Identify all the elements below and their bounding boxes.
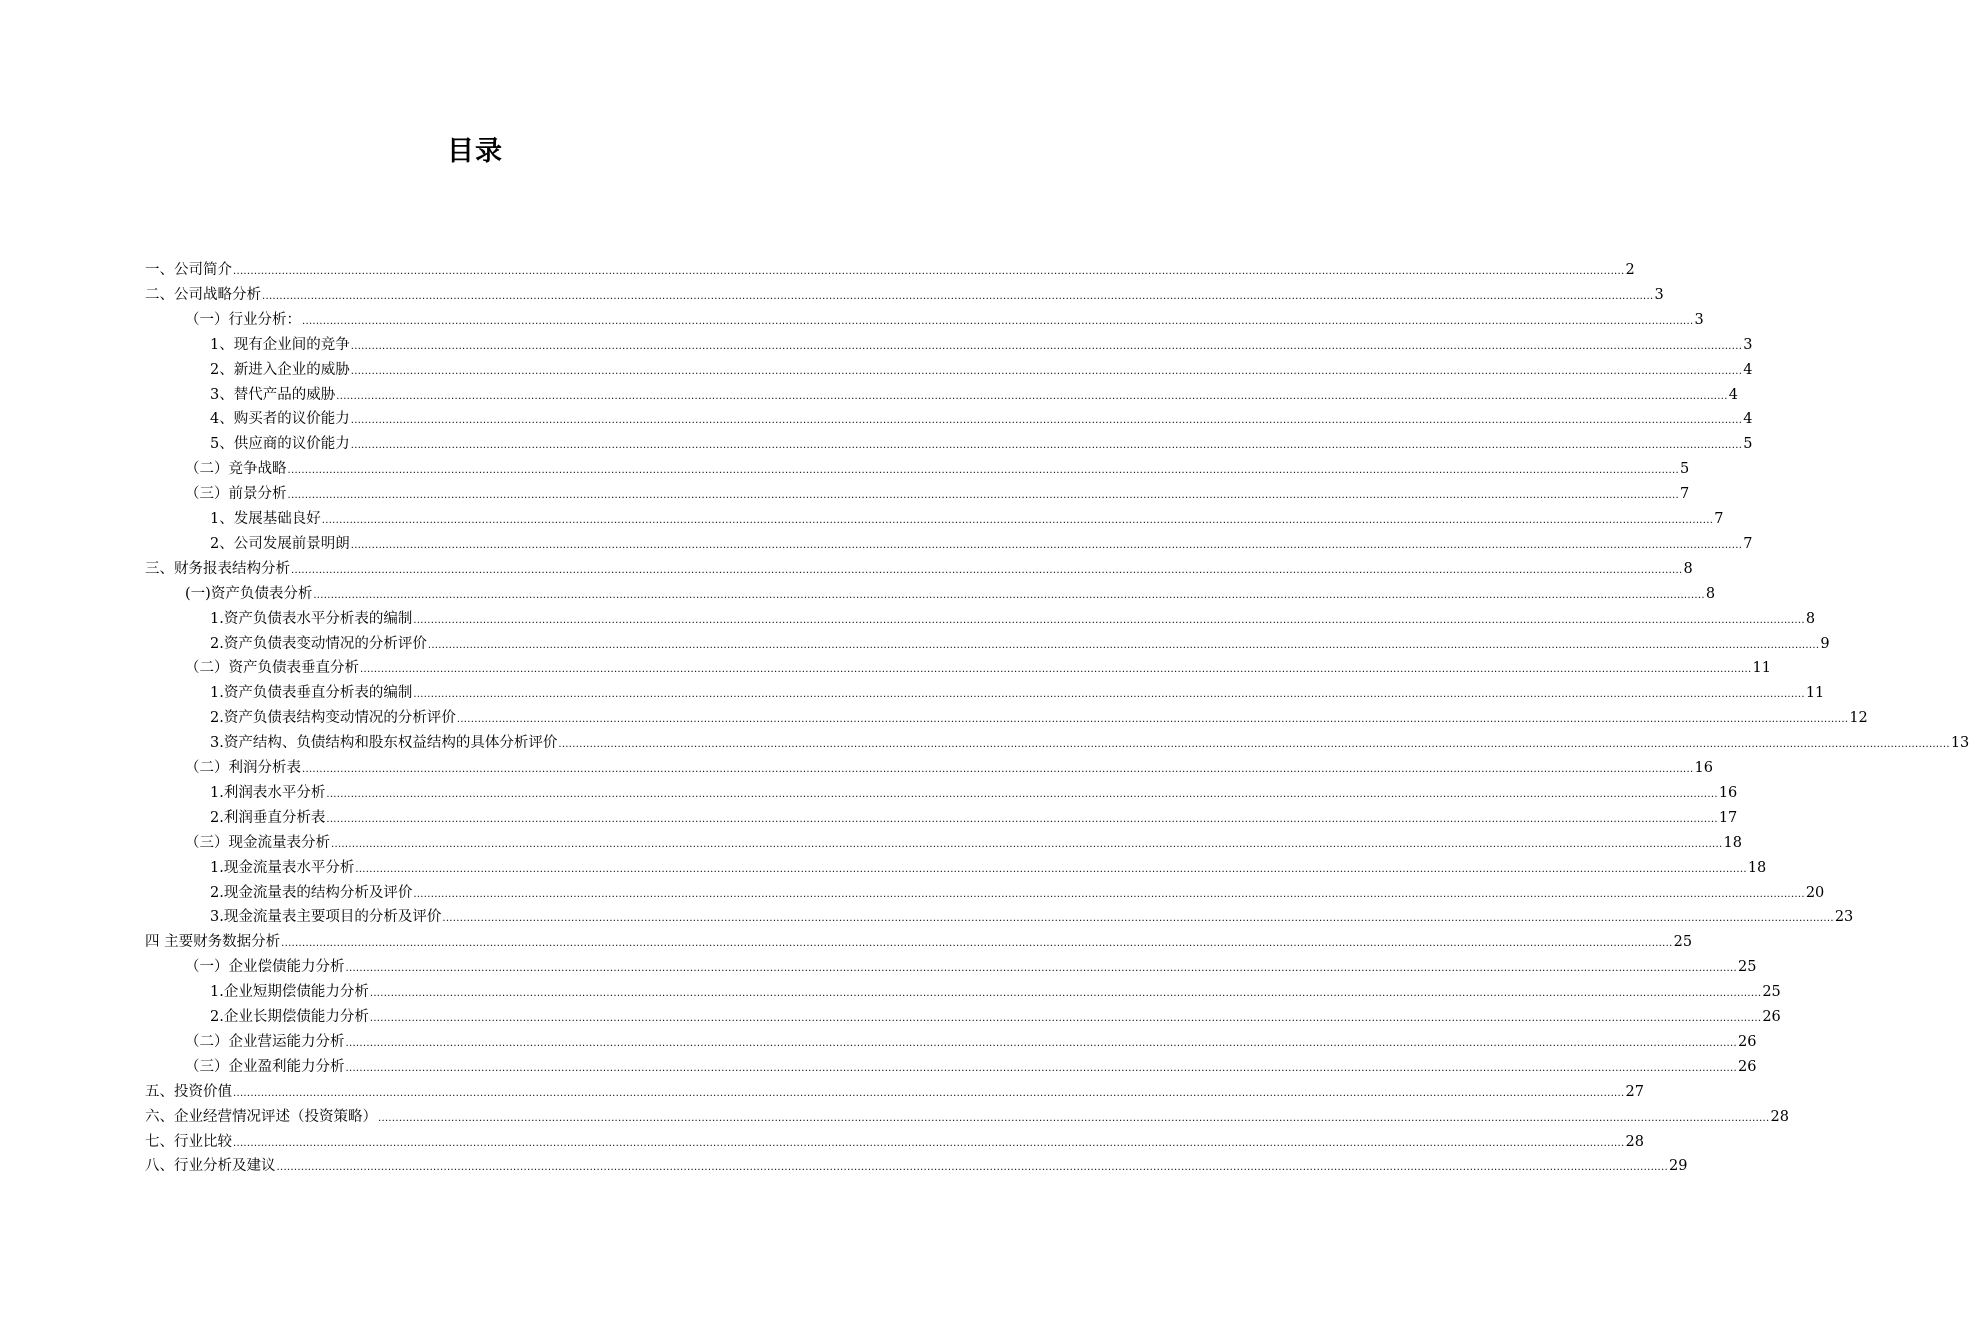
toc-entry-page-number: 25	[1673, 934, 1693, 951]
toc-entry[interactable]	[210, 607, 1816, 631]
toc-entry[interactable]	[210, 905, 1854, 929]
toc-entry-label: 4、购买者的议价能力	[210, 411, 350, 428]
toc-entry-page-number: 27	[1625, 1083, 1644, 1100]
toc-dot-leader: ................................................................................................................................................................................................................................................................................................................................................................................................................	[262, 290, 1654, 302]
toc-entry-page-number: 25	[1737, 959, 1757, 976]
toc-dot-leader: ................................................................................................................................................................................................................................................................................................................................................................................................................	[355, 863, 1747, 875]
toc-entry-page-number: 3	[1743, 336, 1753, 353]
toc-entry-label: 1.现金流量表水平分析	[210, 859, 355, 876]
toc-entry-label: （三）前景分析	[185, 486, 287, 503]
toc-entry[interactable]	[210, 358, 1753, 382]
toc-dot-leader: ................................................................................................................................................................................................................................................................................................................................................................................................................	[413, 888, 1805, 900]
toc-entry[interactable]	[210, 407, 1753, 431]
toc-entry[interactable]	[145, 283, 1664, 307]
toc-entry-page-number: 4	[1743, 411, 1753, 428]
toc-dot-leader: ................................................................................................................................................................................................................................................................................................................................................................................................................	[287, 490, 1679, 502]
toc-entry-label: 五、投资价值	[145, 1083, 232, 1100]
toc-entry-page-number: 5	[1679, 461, 1690, 478]
toc-entry[interactable]	[145, 1154, 1688, 1178]
toc-entry-label: 1.利润表水平分析	[210, 784, 326, 801]
toc-entry-page-number: 8	[1683, 560, 1693, 577]
toc-entry-page-number: 7	[1743, 535, 1753, 552]
toc-entry-label: 3.现金流量表主要项目的分析及评价	[210, 909, 442, 926]
toc-entry-label: 一、公司简介	[145, 262, 232, 278]
toc-entry-page-number: 26	[1737, 1033, 1757, 1050]
toc-entry-label: 5、供应商的议价能力	[210, 436, 350, 453]
toc-entry-label: 七、行业比较	[145, 1133, 232, 1150]
toc-dot-leader: ................................................................................................................................................................................................................................................................................................................................................................................................................	[350, 539, 1743, 551]
toc-entry-label: 3、替代产品的威胁	[210, 386, 336, 403]
toc-entry-page-number: 16	[1718, 784, 1738, 801]
toc-dot-leader: ................................................................................................................................................................................................................................................................................................................................................................................................................	[413, 614, 1805, 626]
toc-entry[interactable]	[210, 383, 1738, 407]
toc-entry-label: （一）行业分析：	[185, 311, 301, 328]
toc-entry-page-number: 18	[1723, 834, 1742, 851]
toc-entry-label: (一)资产负债表分析	[185, 585, 313, 602]
toc-entry[interactable]	[185, 831, 1742, 855]
toc-entry[interactable]	[185, 955, 1757, 979]
toc-dot-leader: ................................................................................................................................................................................................................................................................................................................................................................................................................	[369, 988, 1762, 1000]
toc-dot-leader: ................................................................................................................................................................................................................................................................................................................................................................................................................	[378, 1112, 1770, 1124]
toc-entry[interactable]	[210, 856, 1767, 880]
toc-entry-label: 四 主要财务数据分析	[145, 934, 281, 951]
toc-entry[interactable]	[145, 1105, 1789, 1129]
toc-entry-page-number: 8	[1805, 610, 1816, 627]
toc-entry[interactable]	[185, 756, 1713, 780]
toc-entry[interactable]	[210, 681, 1825, 705]
toc-entry[interactable]	[210, 532, 1753, 556]
toc-entry-page-number: 23	[1834, 909, 1854, 926]
toc-entry-page-number: 11	[1752, 660, 1771, 677]
toc-entry-page-number: 20	[1805, 884, 1825, 901]
toc-entry-label: （一）企业偿债能力分析	[185, 959, 345, 976]
toc-dot-leader: ................................................................................................................................................................................................................................................................................................................................................................................................................	[233, 1087, 1625, 1099]
toc-dot-leader: ................................................................................................................................................................................................................................................................................................................................................................................................................	[350, 365, 1743, 377]
toc-entry-page-number: 28	[1770, 1108, 1789, 1125]
toc-dot-leader: ................................................................................................................................................................................................................................................................................................................................................................................................................	[369, 1013, 1762, 1024]
toc-dot-leader: ................................................................................................................................................................................................................................................................................................................................................................................................................	[350, 340, 1743, 352]
toc-dot-leader: ................................................................................................................................................................................................................................................................................................................................................................................................................	[302, 315, 1694, 327]
toc-entry-label: 2.利润垂直分析表	[210, 809, 326, 826]
toc-entry-page-number: 3	[1654, 286, 1664, 303]
toc-entry-page-number: 11	[1805, 685, 1825, 702]
toc-dot-leader: ................................................................................................................................................................................................................................................................................................................................................................................................................	[321, 515, 1714, 526]
toc-dot-leader: ................................................................................................................................................................................................................................................................................................................................................................................................................	[350, 440, 1743, 452]
toc-entry-label: （二）利润分析表	[185, 760, 301, 776]
toc-entry-label: 1.企业短期偿债能力分析	[210, 984, 369, 1001]
toc-entry-label: 2、公司发展前景明朗	[210, 535, 350, 552]
toc-entry-label: 1、发展基础良好	[210, 511, 321, 527]
toc-entry-label: 八、行业分析及建议	[145, 1158, 276, 1175]
toc-entry-page-number: 2	[1625, 262, 1635, 278]
toc-entry[interactable]	[210, 980, 1781, 1004]
toc-dot-leader: ................................................................................................................................................................................................................................................................................................................................................................................................................	[287, 465, 1679, 477]
toc-dot-leader: ................................................................................................................................................................................................................................................................................................................................................................................................................	[326, 813, 1718, 825]
toc-entry-page-number: 13	[1950, 735, 1969, 752]
toc-entry[interactable]	[210, 781, 1738, 805]
toc-entry-page-number: 7	[1679, 486, 1690, 503]
toc-entry-label: 2.现金流量表的结构分析及评价	[210, 884, 413, 901]
toc-entry-page-number: 29	[1668, 1158, 1688, 1175]
toc-dot-leader: ................................................................................................................................................................................................................................................................................................................................................................................................................	[276, 1162, 1668, 1174]
toc-entry-label: 二、公司战略分析	[145, 286, 261, 303]
toc-dot-leader: ................................................................................................................................................................................................................................................................................................................................................................................................................	[326, 788, 1718, 800]
toc-dot-leader: ................................................................................................................................................................................................................................................................................................................................................................................................................	[558, 739, 1950, 751]
toc-entry-page-number: 9	[1820, 635, 1830, 652]
toc-entry-label: （二）企业营运能力分析	[185, 1033, 345, 1050]
toc-entry[interactable]	[210, 432, 1753, 456]
toc-entry[interactable]	[185, 656, 1771, 680]
toc-entry[interactable]	[145, 1080, 1644, 1104]
toc-entry-label: 3.资产结构、负债结构和股东权益结构的具体分析评价	[210, 735, 558, 752]
toc-dot-leader: ................................................................................................................................................................................................................................................................................................................................................................................................................	[281, 938, 1673, 950]
toc-entry-page-number: 26	[1737, 1058, 1757, 1075]
toc-entry-label: （三）企业盈利能力分析	[185, 1058, 345, 1075]
toc-entry[interactable]	[145, 557, 1693, 581]
toc-entry-label: 2.资产负债表结构变动情况的分析评价	[210, 710, 456, 727]
toc-entry[interactable]	[185, 308, 1704, 332]
toc-dot-leader: ................................................................................................................................................................................................................................................................................................................................................................................................................	[360, 664, 1752, 676]
toc-entry[interactable]	[145, 1130, 1644, 1154]
toc-dot-leader: ................................................................................................................................................................................................................................................................................................................................................................................................................	[456, 714, 1849, 726]
toc-entry[interactable]	[210, 881, 1825, 905]
toc-entry[interactable]	[210, 507, 1724, 531]
toc-dot-leader: ................................................................................................................................................................................................................................................................................................................................................................................................................	[336, 390, 1728, 402]
toc-entry-page-number: 4	[1728, 386, 1738, 403]
toc-entry[interactable]	[185, 482, 1690, 506]
toc-dot-leader: ................................................................................................................................................................................................................................................................................................................................................................................................................	[345, 1062, 1737, 1074]
toc-entry-page-number: 5	[1743, 436, 1753, 453]
page-title: 目录	[447, 136, 503, 167]
toc-dot-leader: ................................................................................................................................................................................................................................................................................................................................................................................................................	[313, 589, 1705, 601]
toc-dot-leader: ................................................................................................................................................................................................................................................................................................................................................................................................................	[345, 963, 1737, 975]
toc-entry[interactable]	[210, 806, 1738, 830]
toc-entry-label: 1、现有企业间的竞争	[210, 336, 350, 353]
toc-entry[interactable]	[185, 1055, 1757, 1079]
toc-entry-label: 六、企业经营情况评述（投资策略）	[145, 1108, 377, 1125]
toc-dot-leader: ................................................................................................................................................................................................................................................................................................................................................................................................................	[302, 764, 1694, 775]
toc-entry-page-number: 26	[1762, 1009, 1781, 1025]
toc-entry-page-number: 18	[1747, 859, 1767, 876]
toc-entry[interactable]	[210, 1005, 1781, 1029]
toc-dot-leader: ................................................................................................................................................................................................................................................................................................................................................................................................................	[345, 1037, 1737, 1049]
toc-entry-page-number: 28	[1625, 1133, 1644, 1150]
toc-entry-label: 三、财务报表结构分析	[145, 560, 290, 577]
toc-entry-page-number: 25	[1762, 984, 1781, 1001]
toc-entry-label: 2.资产负债表变动情况的分析评价	[210, 635, 427, 652]
toc-entry[interactable]	[145, 258, 1635, 282]
toc-entry[interactable]	[185, 582, 1716, 606]
toc-entry-label: 2.企业长期偿债能力分析	[210, 1009, 369, 1025]
toc-entry-label: 2、新进入企业的威胁	[210, 361, 350, 378]
toc-entry[interactable]	[185, 457, 1690, 481]
toc-entry-label: 1.资产负债表垂直分析表的编制	[210, 685, 413, 702]
toc-dot-leader: ................................................................................................................................................................................................................................................................................................................................................................................................................	[291, 564, 1683, 576]
toc-dot-leader: ................................................................................................................................................................................................................................................................................................................................................................................................................	[331, 838, 1723, 850]
toc-entry[interactable]	[210, 632, 1830, 656]
toc-entry-label: （三）现金流量表分析	[185, 834, 330, 851]
toc-entry-page-number: 16	[1694, 760, 1713, 776]
toc-dot-leader: ................................................................................................................................................................................................................................................................................................................................................................................................................	[350, 415, 1743, 427]
toc-dot-leader: ................................................................................................................................................................................................................................................................................................................................................................................................................	[233, 266, 1625, 277]
toc-entry[interactable]	[185, 1030, 1757, 1054]
toc-entry-page-number: 12	[1849, 710, 1868, 727]
toc-entry-page-number: 17	[1718, 809, 1738, 826]
toc-entry[interactable]	[210, 731, 1969, 755]
toc-entry-label: （二）资产负债表垂直分析	[185, 660, 359, 677]
toc-entry-page-number: 7	[1714, 511, 1724, 527]
toc-entry-page-number: 4	[1743, 361, 1753, 378]
toc-entry-page-number: 3	[1694, 311, 1704, 328]
toc-entry[interactable]	[210, 333, 1753, 357]
toc-dot-leader: ................................................................................................................................................................................................................................................................................................................................................................................................................	[442, 913, 1834, 925]
toc-dot-leader: ................................................................................................................................................................................................................................................................................................................................................................................................................	[427, 639, 1820, 651]
toc-entry[interactable]	[210, 706, 1868, 730]
toc-dot-leader: ................................................................................................................................................................................................................................................................................................................................................................................................................	[233, 1137, 1625, 1149]
toc-dot-leader: ................................................................................................................................................................................................................................................................................................................................................................................................................	[413, 689, 1805, 701]
toc-entry-page-number: 8	[1705, 585, 1716, 602]
toc-entry-label: 1.资产负债表水平分析表的编制	[210, 610, 413, 627]
toc-entry[interactable]	[145, 930, 1693, 954]
toc-entry-label: （二）竞争战略	[185, 461, 287, 478]
